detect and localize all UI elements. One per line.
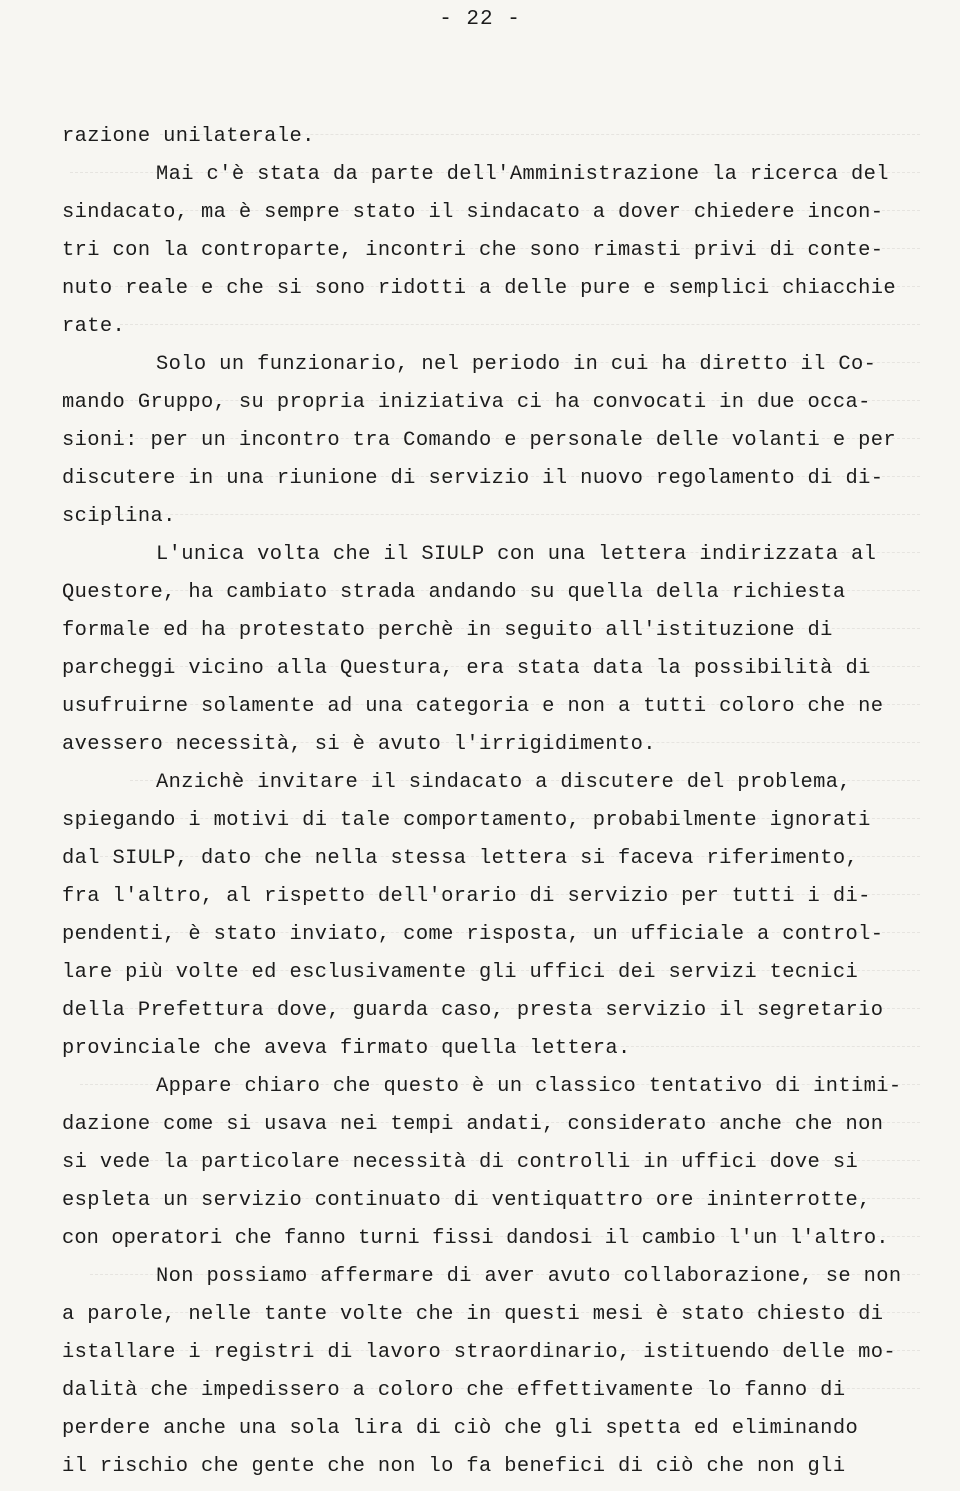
text-line: discutere in una riunione di servizio il nuovo regolamento di di-	[62, 467, 884, 490]
text-line: con operatori che fanno turni fissi dandosi il cambio l'un l'altro.	[62, 1227, 889, 1250]
text-line: espleta un servizio continuato di ventiquattro ore ininterrotte,	[62, 1189, 871, 1212]
text-line: nuto reale e che si sono ridotti a delle pure e semplici chiacchie	[62, 277, 897, 300]
text-line: provinciale che aveva firmato quella lettera.	[62, 1037, 631, 1060]
text-line: perdere anche una sola lira di ciò che gli spetta ed eliminando	[62, 1417, 859, 1440]
text-line: sioni: per un incontro tra Comando e personale delle volanti e per	[62, 429, 897, 452]
page-number: - 22 -	[439, 8, 521, 31]
text-line: istallare i registri di lavoro straordinario, istituendo delle mo-	[62, 1341, 897, 1364]
text-line: tri con la controparte, incontri che sono rimasti privi di conte-	[62, 239, 884, 262]
text-line: pendenti, è stato inviato, come risposta, un ufficiale a control-	[62, 923, 884, 946]
text-line: Mai c'è stata da parte dell'Amministrazione la ricerca del	[156, 163, 889, 186]
text-line: Solo un funzionario, nel periodo in cui ha diretto il Co-	[156, 353, 877, 376]
text-line: Non possiamo affermare di aver avuto collaborazione, se non	[156, 1265, 902, 1288]
text-line: parcheggi vicino alla Questura, era stata data la possibilità di	[62, 657, 871, 680]
text-line: della Prefettura dove, guarda caso, presta servizio il segretario	[62, 999, 884, 1022]
text-line: dal SIULP, dato che nella stessa lettera si faceva riferimento,	[62, 847, 859, 870]
text-line: sindacato, ma è sempre stato il sindacato a dover chiedere incon-	[62, 201, 884, 224]
text-line: dalità che impedissero a coloro che effettivamente lo fanno di	[62, 1379, 846, 1402]
text-line: fra l'altro, al rispetto dell'orario di servizio per tutti i di-	[62, 885, 871, 908]
text-line: spiegando i motivi di tale comportamento, probabilmente ignorati	[62, 809, 871, 832]
text-line: mando Gruppo, su propria iniziativa ci ha convocati in due occa-	[62, 391, 871, 414]
text-line: Appare chiaro che questo è un classico tentativo di intimi-	[156, 1075, 902, 1098]
text-line: sciplina.	[62, 505, 176, 528]
text-line: avessero necessità, si è avuto l'irrigidimento.	[62, 733, 656, 756]
text-line: dazione come si usava nei tempi andati, considerato anche che non	[62, 1113, 884, 1136]
text-line: L'unica volta che il SIULP con una lettera indirizzata al	[156, 543, 877, 566]
text-line: formale ed ha protestato perchè in seguito all'istituzione di	[62, 619, 833, 642]
text-line: Questore, ha cambiato strada andando su quella della richiesta	[62, 581, 846, 604]
text-line: rate.	[62, 315, 126, 338]
text-line: il rischio che gente che non lo fa benefici di ciò che non gli	[62, 1455, 846, 1478]
text-line: si vede la particolare necessità di controlli in uffici dove si	[62, 1151, 859, 1174]
text-line: a parole, nelle tante volte che in questi mesi è stato chiesto di	[62, 1303, 884, 1326]
text-line: razione unilaterale.	[62, 125, 315, 148]
text-line: lare più volte ed esclusivamente gli uffici dei servizi tecnici	[62, 961, 859, 984]
text-line: usufruirne solamente ad una categoria e non a tutti coloro che ne	[62, 695, 884, 718]
text-line: Anzichè invitare il sindacato a discutere del problema,	[156, 771, 852, 794]
